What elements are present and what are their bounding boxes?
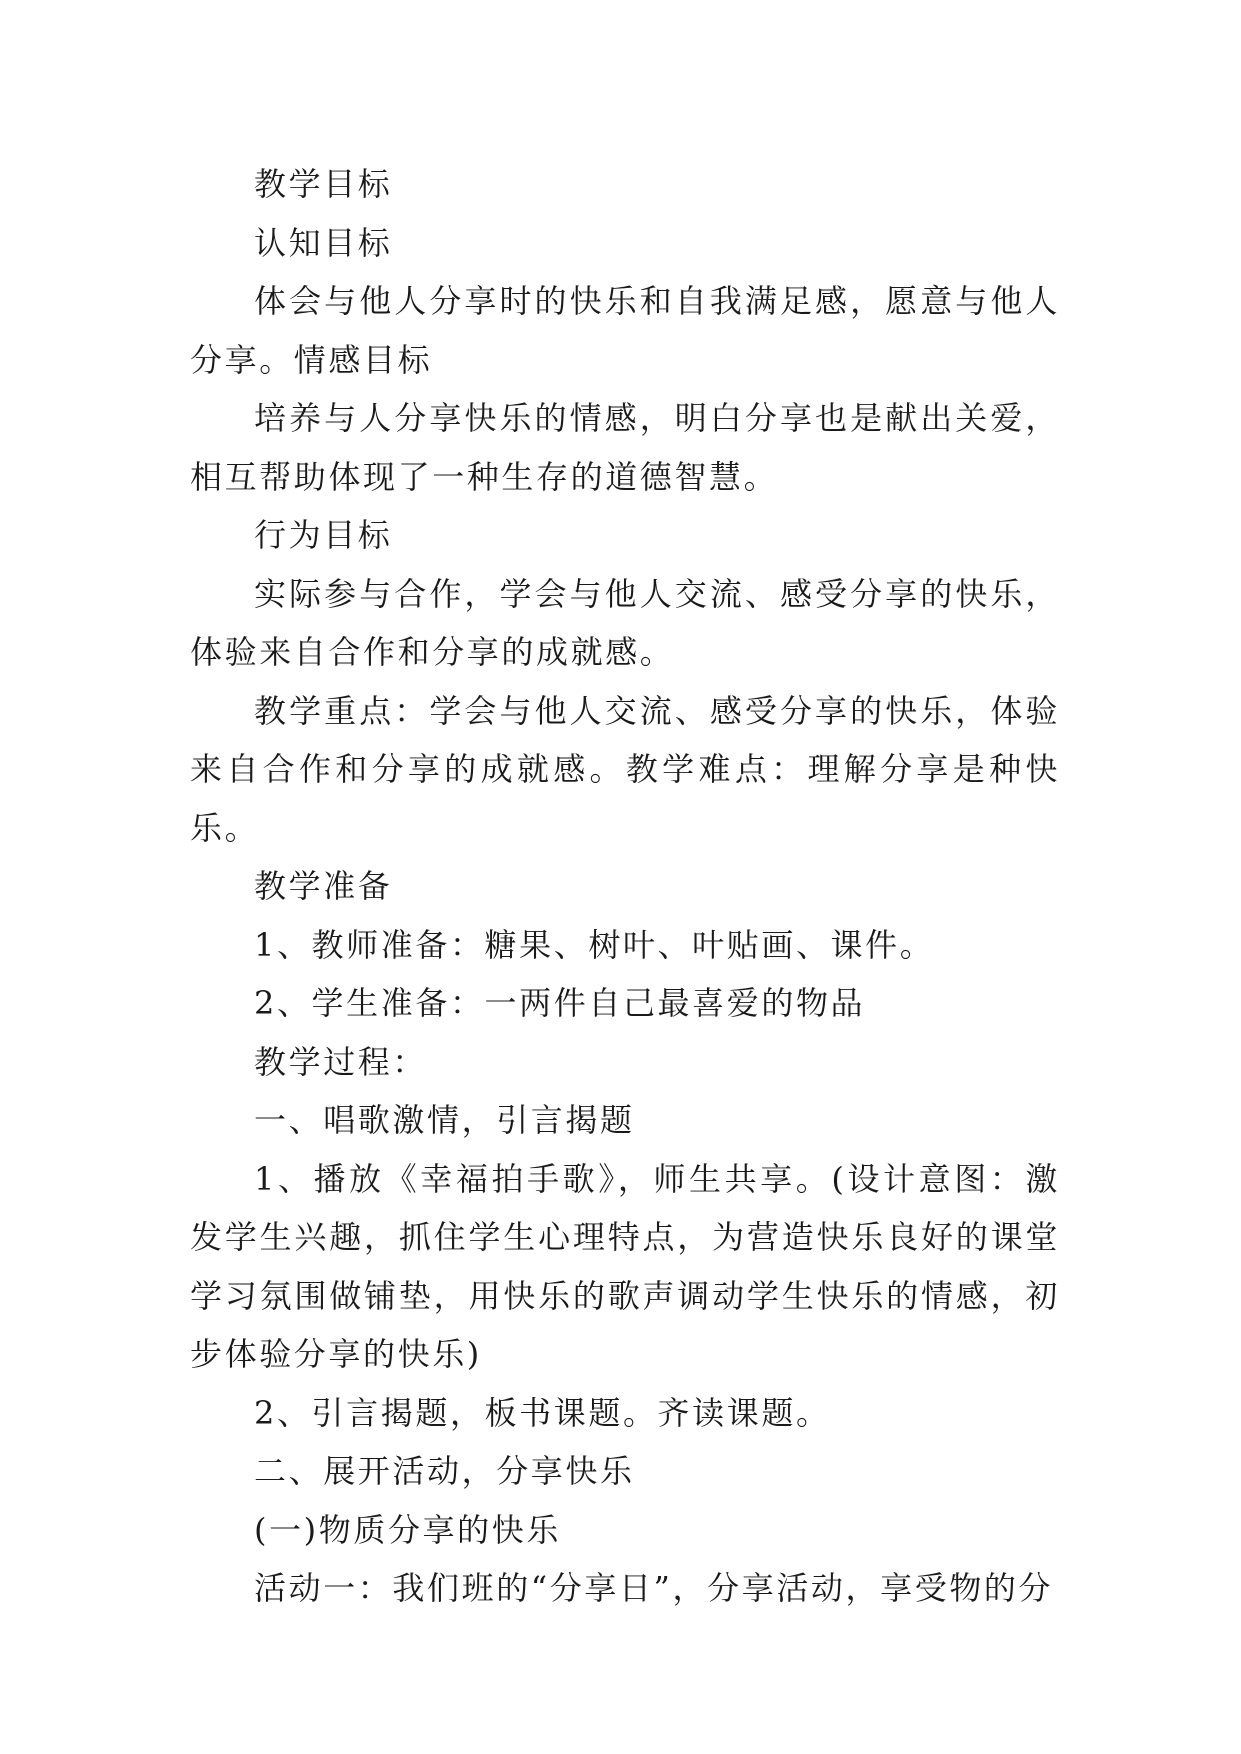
paragraph-key-points: 教学重点：学会与他人交流、感受分享的快乐，体验来自合作和分享的成就感。教学难点：理解分享是种快乐。: [190, 691, 1060, 847]
paragraph-behavior-goals-heading: 行为目标: [254, 516, 393, 554]
paragraph-section-one-heading: 一、唱歌激情，引言揭题: [254, 1101, 635, 1139]
paragraph-teaching-goals-heading: 教学目标: [254, 165, 393, 203]
paragraph-activity-one: 活动一：我们班的“分享日”，分享活动，享受物的分: [254, 1569, 1054, 1607]
paragraph-emotional-goals-text: 培养与人分享快乐的情感，明白分享也是献出关爱，相互帮助体现了一种生存的道德智慧。: [190, 399, 1060, 496]
document-body: [190, 155, 1060, 1618]
paragraph-section-one-step-two: 2、引言揭题，板书课题。齐读课题。: [254, 1393, 831, 1432]
paragraph-process-heading: 教学过程：: [254, 1042, 428, 1081]
paragraph-preparation-heading: 教学准备: [254, 867, 393, 905]
paragraph-material-sharing-heading: (一)物质分享的快乐: [254, 1510, 561, 1549]
paragraph-teacher-preparation: 1、教师准备：糖果、树叶、叶贴画、课件。: [254, 925, 935, 964]
paragraph-student-preparation: 2、学生准备：一两件自己最喜爱的物品: [254, 984, 866, 1022]
paragraph-cognitive-goals-text: 体会与他人分享时的快乐和自我满足感，愿意与他人分享。情感目标: [190, 282, 1060, 379]
paragraph-section-one-step-one: 1、播放《幸福拍手歌》，师生共享。(设计意图：激发学生兴趣，抓住学生心理特点，为营造快乐良好的课堂学习氛围做铺垫，用快乐的歌声调动学生快乐的情感，初步体验分享的快乐): [190, 1159, 1060, 1373]
paragraph-cognitive-goals-heading: 认知目标: [254, 223, 393, 262]
paragraph-section-two-heading: 二、展开活动，分享快乐: [254, 1452, 635, 1490]
paragraph-behavior-goals-text: 实际参与合作，学会与他人交流、感受分享的快乐，体验来自合作和分享的成就感。: [190, 574, 1060, 671]
